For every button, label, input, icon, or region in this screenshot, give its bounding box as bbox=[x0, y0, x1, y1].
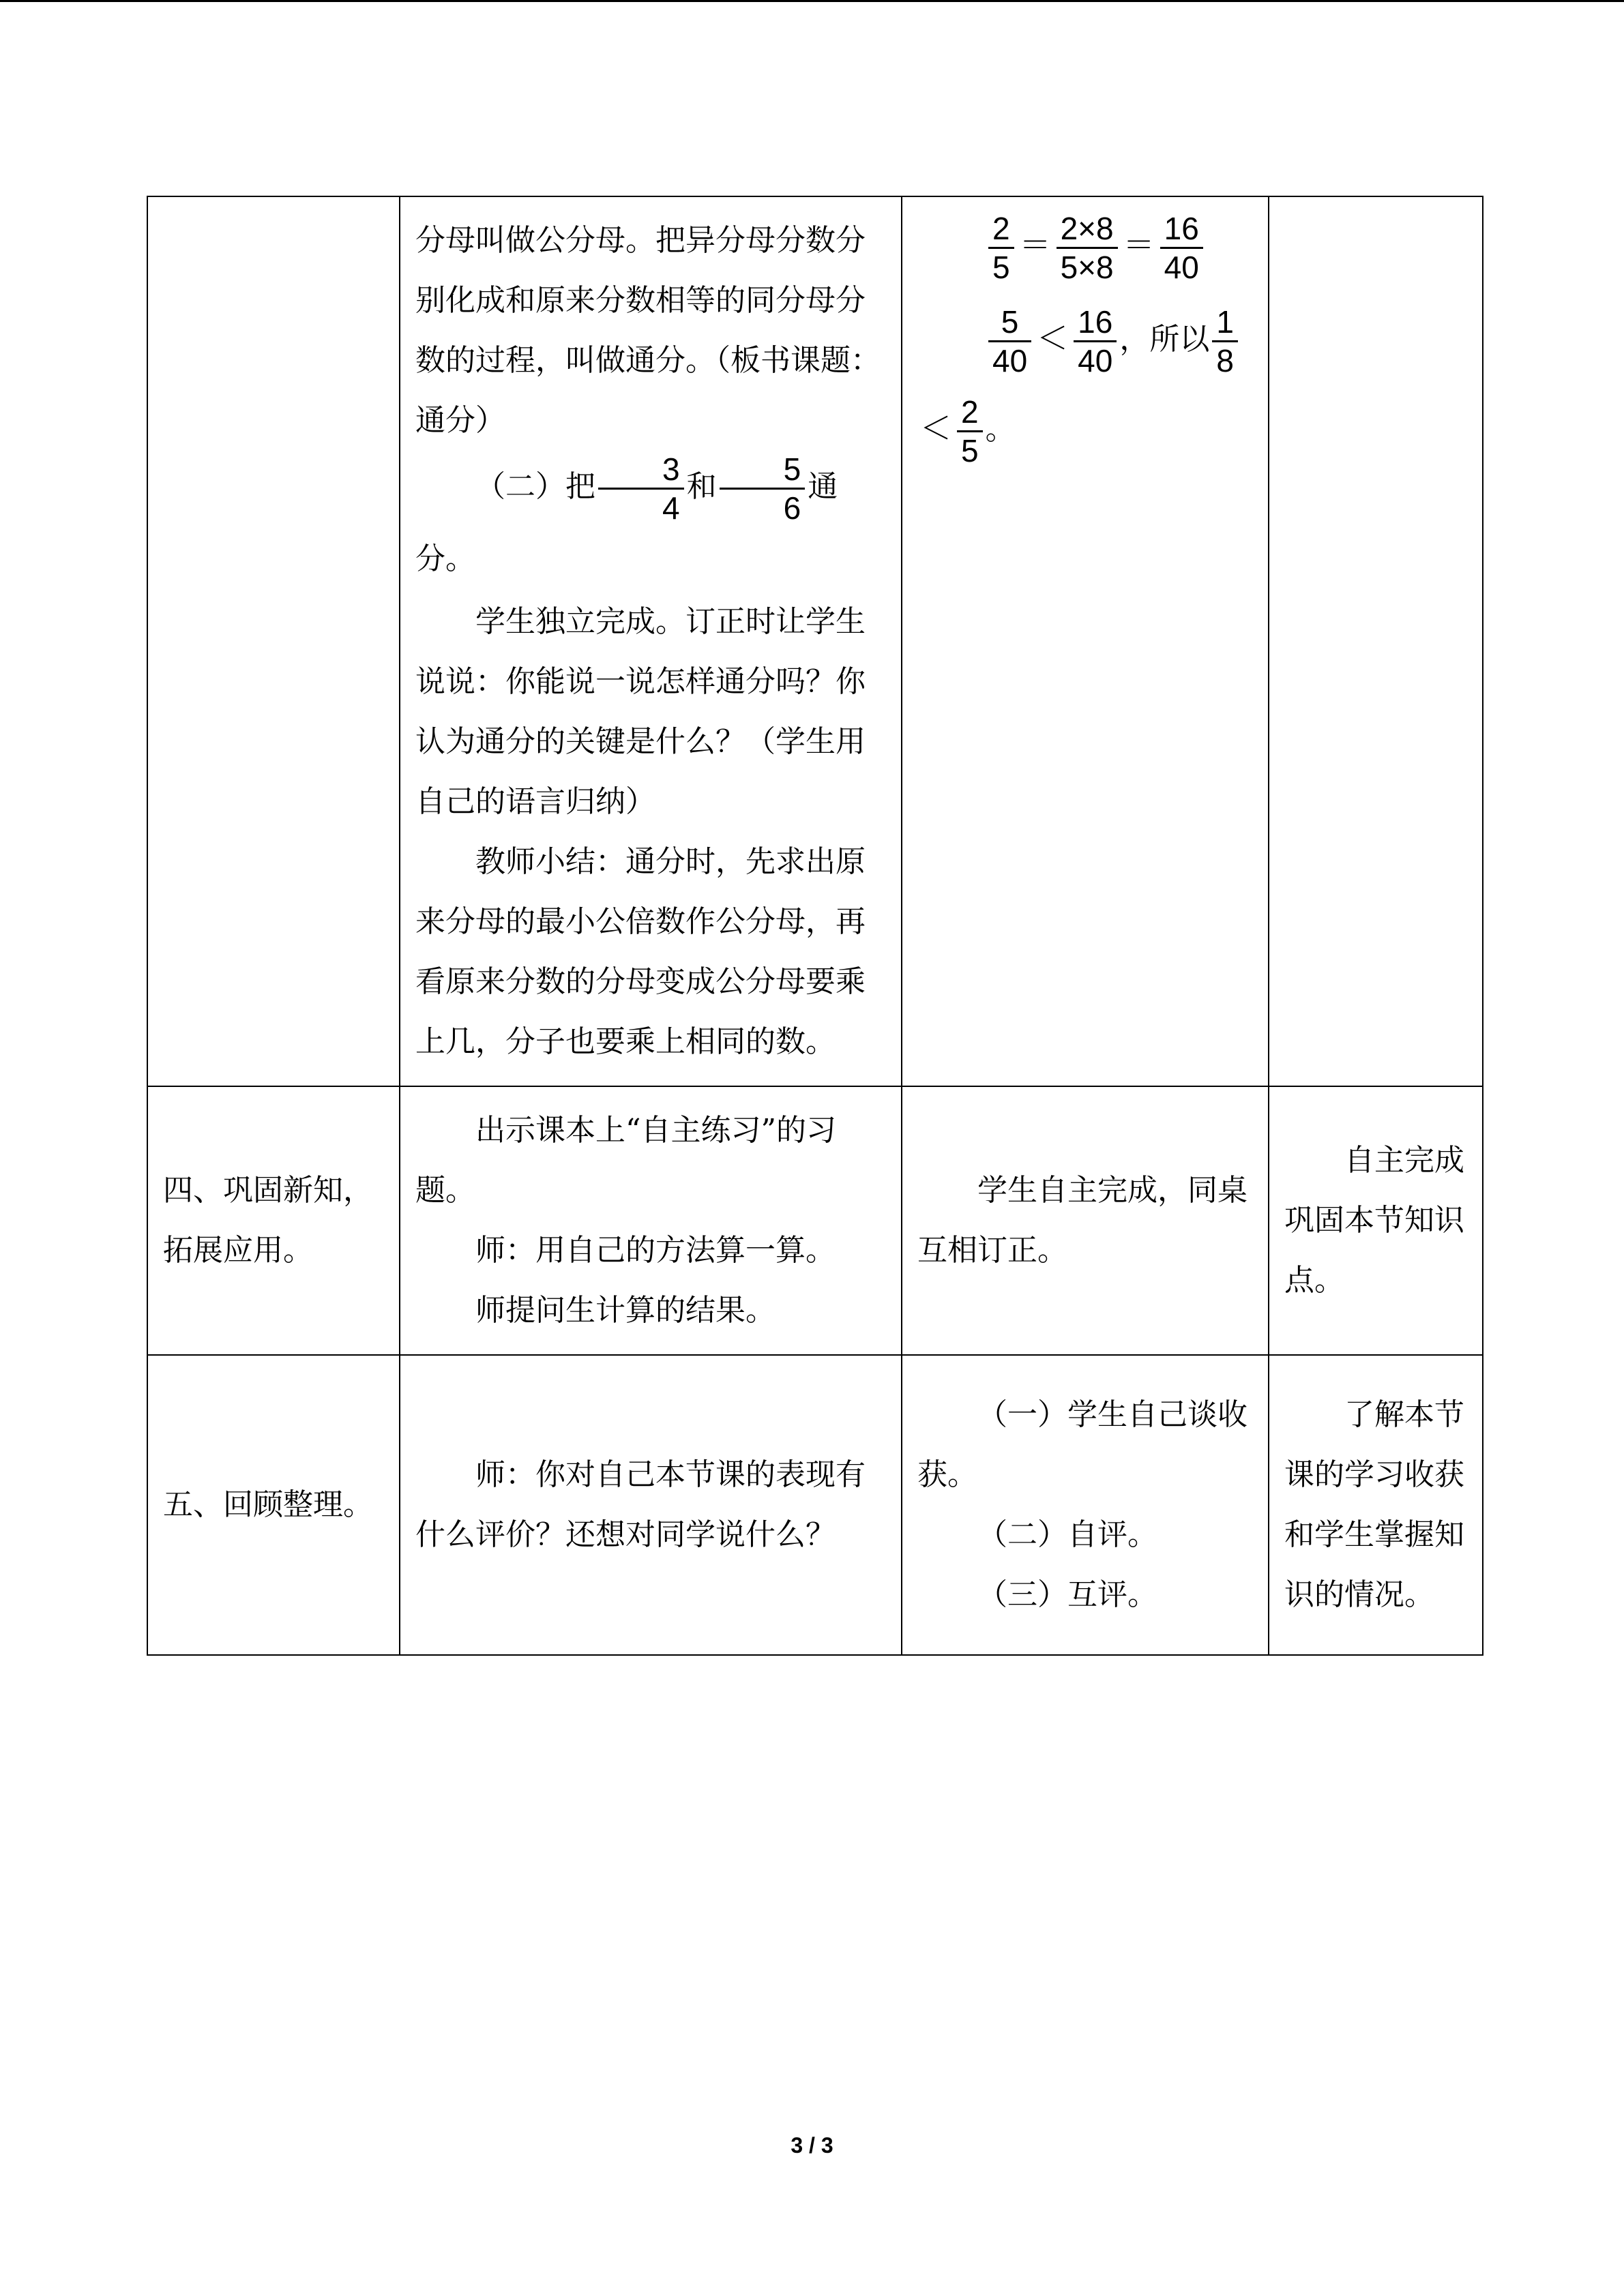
fraction: $\frac{3}{4}$ bbox=[598, 451, 684, 526]
fraction-task: （二）把 $\frac{3}{4}$ 和 $\frac{5}{6}$ 通分。 bbox=[415, 451, 838, 576]
paragraph: 师提问生计算的结果。 bbox=[475, 1293, 776, 1328]
top-border-line bbox=[0, 0, 1624, 2]
paragraph: 分母叫做公分母。把异分母分数分别化成和原来分数相等的同分母分数的过程，叫做通分。（板书课题：通分） bbox=[415, 223, 881, 438]
stage-cell: 四、巩固新知，拓展应用。 bbox=[147, 1086, 400, 1355]
design-intent-cell: 自主完成巩固本节知识点。 bbox=[1269, 1086, 1483, 1355]
table-row bbox=[147, 1086, 1483, 1355]
stage-cell bbox=[147, 196, 400, 1086]
table-row bbox=[147, 196, 1483, 1086]
teacher-activity-cell: 师：你对自己本节课的表现有什么评价？还想对同学说什么？ bbox=[400, 1355, 902, 1655]
fraction: $\frac{1}{8}$ bbox=[1212, 303, 1238, 379]
table-row bbox=[147, 1355, 1483, 1655]
comparison-result-line: ＜ $\frac{2}{5}$ 。 bbox=[920, 394, 1016, 468]
stage-cell: 五、回顾整理。 bbox=[147, 1355, 400, 1655]
student-activity-cell: 学生自主完成，同桌互相订正。 bbox=[902, 1086, 1269, 1355]
fraction: $\frac{2}{5}$ bbox=[957, 393, 983, 469]
paragraph: （三）互评。 bbox=[977, 1577, 1157, 1612]
lesson-plan-table bbox=[147, 196, 1483, 1656]
design-intent-cell: 了解本节课的学习收获和学生掌握知识的情况。 bbox=[1269, 1355, 1483, 1655]
student-activity-cell bbox=[902, 196, 1269, 1086]
design-intent-cell bbox=[1269, 196, 1483, 1086]
fraction: $\frac{16}{40}$ bbox=[1074, 303, 1117, 379]
teacher-activity-cell bbox=[400, 1086, 902, 1355]
paragraph: （二）自评。 bbox=[977, 1517, 1157, 1552]
equation-line: $\frac{2}{5}$ ＝ $\frac{2\times 8}{5\times 8}$ ＝ $\frac{16}{40}$ bbox=[917, 197, 1253, 294]
paragraph: 教师小结：通分时，先求出原来分母的最小公倍数作公分母，再看原来分数的分母变成公分母要乘上几，分子也要乘上相同的数。 bbox=[415, 844, 866, 1059]
comparison-line: $\frac{5}{40}$ ＜ $\frac{16}{40}$ ，所以 $\frac{1}{8}$ bbox=[917, 294, 1253, 384]
fraction: $\frac{2}{5}$ bbox=[988, 210, 1014, 286]
fraction: $\frac{5}{40}$ bbox=[988, 303, 1031, 379]
fraction: $\frac{16}{40}$ bbox=[1160, 210, 1203, 286]
paragraph: （一）学生自己谈收获。 bbox=[917, 1397, 1247, 1492]
fraction: $\frac{2\times 8}{5\times 8}$ bbox=[1057, 210, 1118, 286]
paragraph: 师：用自己的方法算一算。 bbox=[475, 1233, 836, 1268]
fraction: $\frac{5}{6}$ bbox=[720, 451, 806, 526]
page-number: 3 / 3 bbox=[791, 2133, 833, 2158]
paragraph: 出示课本上“自主练习”的习题。 bbox=[415, 1113, 836, 1208]
paragraph: 学生独立完成。订正时让学生说说：你能说一说怎样通分吗？你认为通分的关键是什么？（学生用自己的语言归纳） bbox=[415, 604, 866, 819]
student-activity-cell bbox=[902, 1355, 1269, 1655]
teacher-activity-cell bbox=[400, 196, 902, 1086]
